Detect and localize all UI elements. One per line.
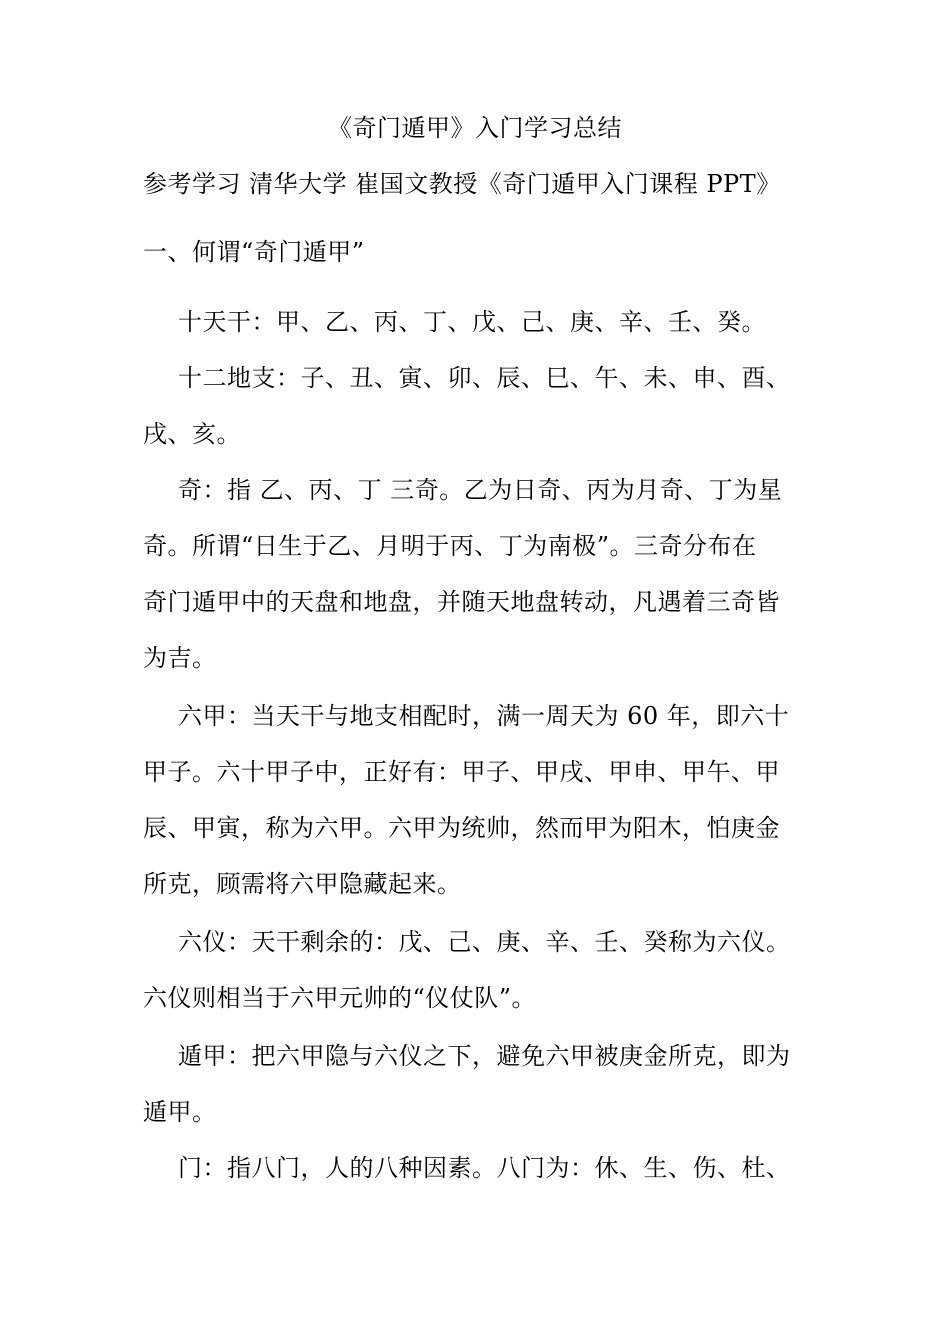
paragraph-line: 辰、甲寅，称为六甲。六甲为统帅，然而甲为阳木，怕庚金 — [143, 814, 780, 842]
paragraph-line: 所克，顾需将六甲隐藏起来。 — [143, 870, 462, 898]
paragraph-line: 六仪则相当于六甲元帅的“仪仗队”。 — [143, 984, 537, 1012]
paragraph-line: 遁甲。 — [143, 1098, 217, 1126]
reference-line: 参考学习 清华大学 崔国文教授《奇门遁甲入门课程 PPT》 — [143, 170, 781, 198]
paragraph-line: 奇。所谓“日生于乙、月明于丙、丁为南极”。三奇分布在 — [143, 532, 757, 560]
paragraph-line: 遁甲：把六甲隐与六仪之下，避免六甲被庚金所克，即为 — [178, 1042, 791, 1070]
paragraph-line: 六仪：天干剩余的：戊、己、庚、辛、壬、癸称为六仪。 — [178, 928, 791, 956]
paragraph-line: 奇：指 乙、丙、丁 三奇。乙为日奇、丙为月奇、丁为星 — [178, 476, 783, 504]
paragraph-line: 戌、亥。 — [143, 420, 241, 448]
paragraph-line: 奇门遁甲中的天盘和地盘，并随天地盘转动，凡遇着三奇皆 — [143, 588, 780, 616]
paragraph-line: 为吉。 — [143, 644, 217, 672]
section-heading: 一、何谓“奇门遁甲” — [143, 238, 365, 266]
paragraph-line: 十天干：甲、乙、丙、丁、戊、己、庚、辛、壬、癸。 — [178, 308, 766, 336]
paragraph-line: 十二地支：子、丑、寅、卯、辰、巳、午、未、申、酉、 — [178, 364, 791, 392]
document-title: 《奇门遁甲》入门学习总结 — [328, 114, 622, 142]
paragraph-line: 门：指八门，人的八种因素。八门为：休、生、伤、杜、 — [178, 1154, 791, 1182]
paragraph-line: 六甲：当天干与地支相配时，满一周天为 60 年，即六十 — [178, 702, 790, 730]
paragraph-line: 甲子。六十甲子中，正好有：甲子、甲戌、甲申、甲午、甲 — [143, 758, 780, 786]
